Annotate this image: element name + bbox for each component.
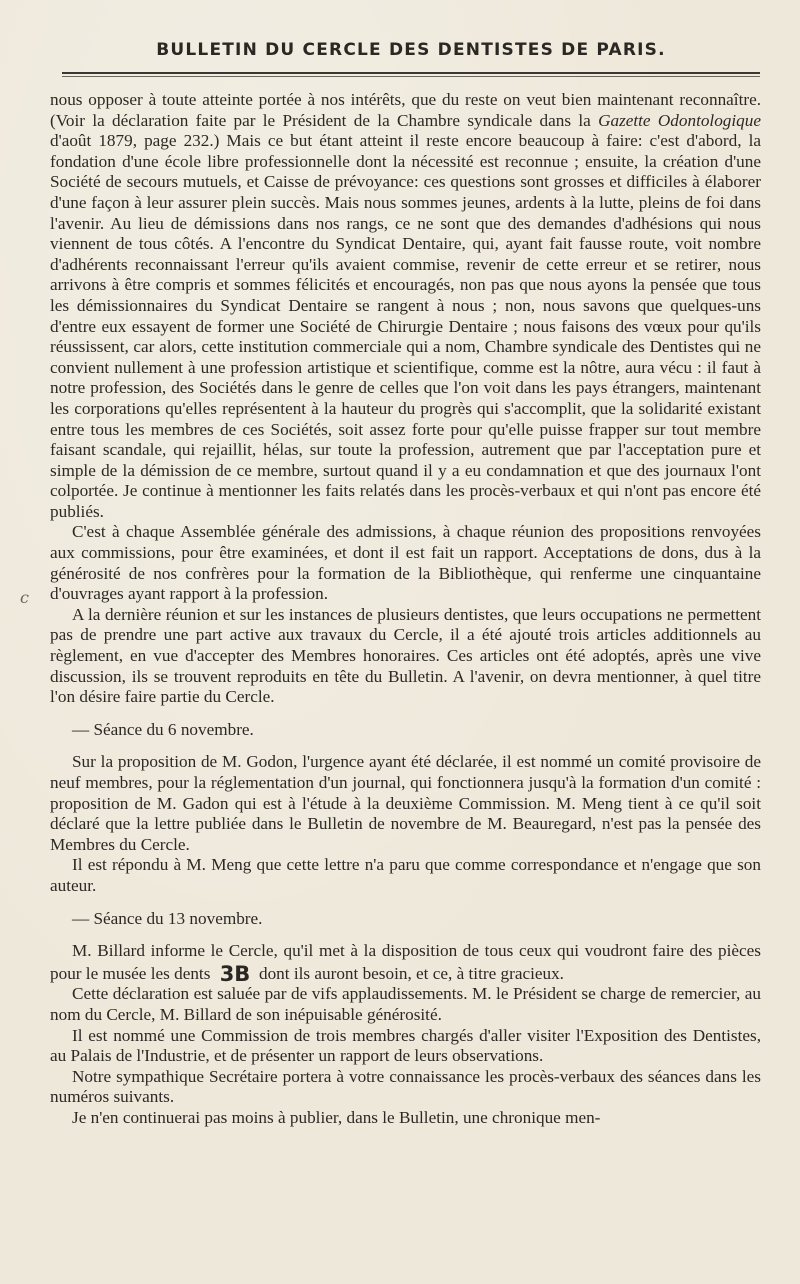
seance-heading-6-nov: — Séance du 6 novembre. (72, 719, 254, 739)
svg-text:3B: 3B (219, 961, 250, 984)
paragraph-1 (50, 90, 761, 522)
article-body (50, 90, 761, 1129)
paragraph-6-text-b: dont ils auront besoin, et ce, à titre gracieux. (258, 963, 564, 983)
paragraph-3: A la dernière réunion et sur les instances de plusieurs dentistes, que leurs occupations ne permettent pas de prendre une part active aux travaux du Cercle, il a été ajouté trois articles additionnels au règlement, en vue d'accepter des Membres honoraires. Ces articles ont été adoptés, après une vive discussion, ils se trouvent reproduits en tête du Bulletin. A l'avenir, on devra mentionner, à quel titre l'on désire faire partie du Cercle. (50, 604, 761, 707)
page-header: BULLETIN DU CERCLE DES DENTISTES DE PARIS. (156, 40, 666, 60)
paragraph-4: Sur la proposition de M. Godon, l'urgence ayant été déclarée, il est nommé un comité provisoire de neuf membres, pour la réglementation d'un journal, qui fonctionnera jusqu'à la formation d'un comité : proposition de M. Gadon qui est à l'étude à la deuxième Commission. M. Meng tient à ce qu'il soit déclaré que la lettre publiée dans le Bulletin de novembre de M. Beauregard, n'est pas la pensée des Membres du Cercle. (50, 752, 761, 854)
paragraph-9: Notre sympathique Secrétaire portera à votre connaissance les procès-verbaux des séances dans les numéros suivants. (50, 1066, 761, 1107)
paragraph-7: Cette déclaration est saluée par de vifs applaudissements. M. le Président se charge de remercier, au nom du Cercle, M. Billard de son inépuisable générosité. (50, 984, 761, 1024)
paragraph-6-text-a: M. Billard informe le Cercle, qu'il met à la disposition de tous ceux qui voudront faire des pièces pour le musée les dents (50, 941, 761, 983)
margin-annotation: c (20, 588, 29, 607)
maker-mark-3b-icon (218, 962, 252, 984)
paragraph-2: C'est à chaque Assemblée générale des admissions, à chaque réunion des propositions renvoyées aux commissions, pour être examinées, et dont il est fait un rapport. Acceptations de dons, dus à la générosité de nos confrères pour la formation de la Bibliothèque, qui renferme une cinquantaine d'ouvrages ayant rapport à la profession. (50, 522, 761, 604)
seance-heading-13-nov: — Séance du 13 novembre. (72, 908, 263, 928)
journal-title-italic: Gazette Odontologique (598, 110, 761, 130)
paragraph-6 (50, 941, 761, 984)
paragraph-1-text-b: d'août 1879, page 232.) Mais ce but étant atteint il reste encore beaucoup à faire: c'est d'abord, la fondation d'une école libre professionnelle dont la nécessité est reconnue ; ensuite, la création d'une Société de secours mutuels, et Caisse de prévoyance: ces questions sont grosses et difficiles à élaborer d'une façon à leur assurer plein succès. Mais nous sommes jeunes, ardents à la lutte, pleins de foi dans l'avenir. Au lieu de démissions dans nos rangs, ce ne sont que des demandes d'adhésions qui nous viennent de tous côtés. A l'encontre du Syndicat Dentaire, qui, ayant fait fausse route, voit nombre d'adhérents reconnaissant l'erreur qu'ils avaient commise, revenir de cette erreur et se retirer, nous arrivons à être compris et sommes félicités et encouragés, non pas que nous ayons la pensée que tous les démissionnaires du Syndicat Dentaire se rangent à nous ; non, nous savons que quelques-uns d'entre eux essayent de former une Société de Chirurgie Dentaire ; nous faisons des vœux pour qu'ils réussissent, car alors, cette institution commerciale qui a nom, Chambre syndicale des Dentistes qui ne convient nullement à une profession artistique et scientifique, comme est la nôtre, aura vécu : il faut à notre profession, des Sociétés dans le genre de celles que l'on voit dans les pays étrangers, maintenant les corporations qu'elles représentent à la hauteur du progrès qui s'accomplit, que la solidarité existant entre tous les membres de ces Sociétés, soit assez forte pour qu'elle puisse frapper sur tout membre faisant scandale, qui rejaillit, hélas, sur toute la profession, autrement que par l'acceptation pure et simple de la démission de ce membre, surtout quand il y a eu condamnation et que des journaux l'ont colportée. Je continue à mentionner les faits relatés dans les procès-verbaux et qui n'ont pas encore été publiés. (50, 131, 761, 521)
header-rule (62, 72, 760, 74)
paragraph-1-text-a: nous opposer à toute atteinte portée à nos intérêts, que du reste on veut bien maintenant reconnaître. (Voir la déclaration faite par le Président de la Chambre syndicale dans la (50, 90, 761, 130)
paragraph-8: Il est nommé une Commission de trois membres chargés d'aller visiter l'Exposition des Dentistes, au Palais de l'Industrie, et de présenter un rapport de leurs observations. (50, 1025, 761, 1066)
paragraph-5: Il est répondu à M. Meng que cette lettre n'a paru que comme correspondance et n'engage que son auteur. (50, 855, 761, 895)
paragraph-10: Je n'en continuerai pas moins à publier, dans le Bulletin, une chronique men- (72, 1107, 601, 1127)
header-rule-thin (62, 76, 760, 77)
